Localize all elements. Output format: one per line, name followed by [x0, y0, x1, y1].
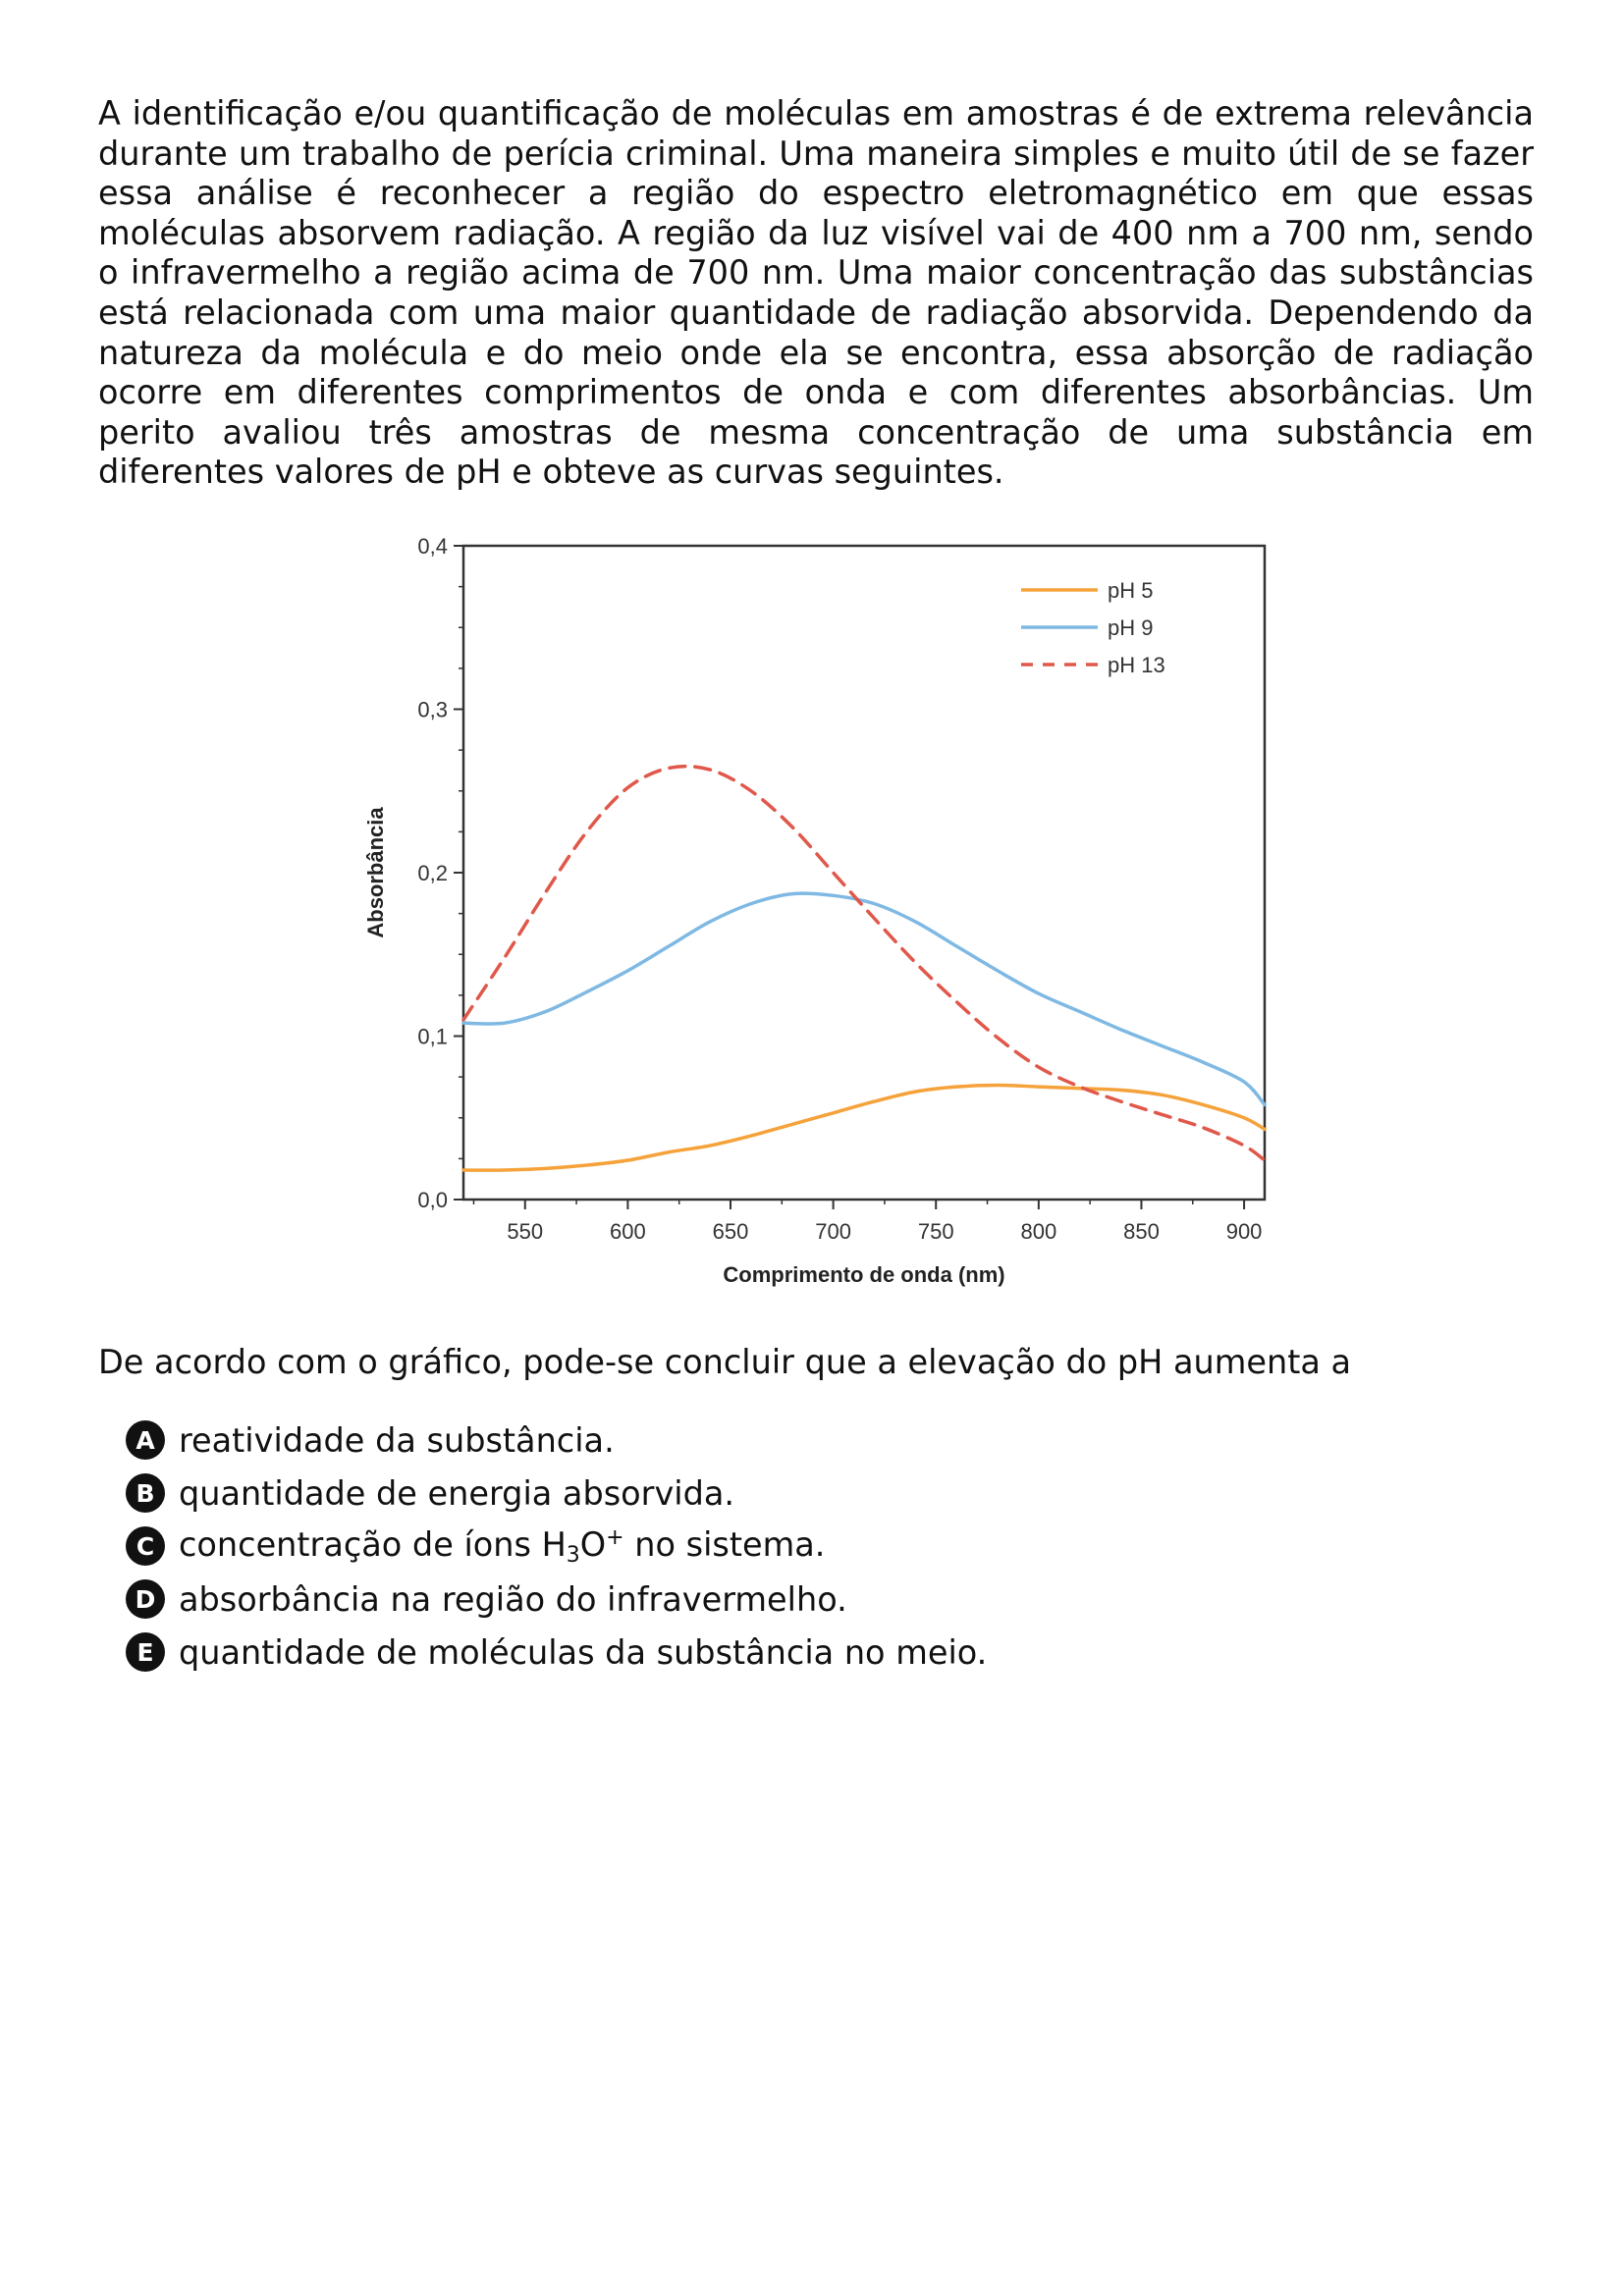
option-a-badge: A [126, 1420, 165, 1460]
option-a[interactable] [126, 1414, 987, 1467]
series-line-ph-9 [463, 893, 1265, 1104]
series-line-ph-5 [463, 1085, 1265, 1170]
question-stem: De acordo com o gráfico, pode-se concluir que a elevação do pH aumenta a [98, 1343, 1352, 1381]
option-e[interactable] [126, 1626, 987, 1679]
y-axis-title: Absorbância [363, 807, 388, 938]
y-tick-label: 0,3 [417, 697, 448, 722]
x-tick-label: 600 [610, 1219, 646, 1244]
option-d-badge: D [126, 1579, 165, 1619]
intro-text: A identificação e/ou quantificação de moléculas em amostras é de extrema relevância durante um trabalho de perícia criminal. Uma maneira simples e muito útil de se fazer essa análise é reconhecer a região do espectro eletromagnético em que essas moléculas absorvem radiação. A região da luz visível vai de 400 nm a 700 nm, sendo o infravermelho a região acima de 700 nm. Uma maior concentração das substâncias está relacionada com uma maior quantidade de radiação absorvida. Dependendo da natureza da molécula e do meio onde ela se encontra, essa absorção de radiação ocorre em diferentes comprimentos de onda e com diferentes absorbâncias. Um perito avaliou três amostras de mesma concentração de uma substância em diferentes valores de pH e obteve as curvas seguintes. [98, 94, 1534, 492]
option-d[interactable] [126, 1573, 987, 1626]
x-tick-label: 550 [507, 1219, 544, 1244]
option-d-text: absorbância na região do infravermelho. [179, 1579, 847, 1619]
absorbance-chart [353, 530, 1286, 1296]
x-tick-label: 850 [1123, 1219, 1160, 1244]
option-c-subscript: 3 [566, 1542, 580, 1568]
option-c-badge: C [126, 1526, 165, 1566]
y-tick-label: 0,0 [417, 1188, 448, 1212]
question-page [98, 94, 1534, 493]
legend-label: pH 13 [1108, 653, 1165, 677]
legend-label: pH 9 [1108, 615, 1154, 640]
y-tick-label: 0,2 [417, 861, 448, 885]
x-tick-label: 900 [1225, 1219, 1263, 1244]
x-tick-label: 800 [1020, 1219, 1057, 1244]
option-b-text: quantidade de energia absorvida. [179, 1473, 735, 1513]
option-e-badge: E [126, 1632, 165, 1672]
x-tick-label: 700 [815, 1219, 851, 1244]
answer-options [126, 1414, 987, 1679]
y-tick-label: 0,4 [417, 534, 448, 559]
option-c-text-mid: O [579, 1524, 607, 1564]
option-b-badge: B [126, 1473, 165, 1513]
option-a-text: reatividade da substância. [179, 1420, 615, 1460]
legend-label: pH 5 [1108, 578, 1154, 603]
option-c[interactable] [126, 1520, 987, 1573]
y-tick-label: 0,1 [417, 1024, 448, 1049]
x-tick-label: 650 [712, 1219, 749, 1244]
option-c-text [179, 1525, 825, 1568]
series-line-ph-13 [463, 767, 1265, 1160]
option-c-text-after: no sistema. [623, 1524, 826, 1564]
x-tick-label: 750 [917, 1219, 954, 1244]
x-axis-title: Comprimento de onda (nm) [723, 1262, 1005, 1287]
option-b[interactable] [126, 1467, 987, 1520]
plot-frame [463, 546, 1265, 1200]
option-c-superscript: + [606, 1524, 624, 1550]
chart-svg [353, 530, 1286, 1296]
option-e-text: quantidade de moléculas da substância no meio. [179, 1632, 988, 1672]
option-c-text-before: concentração de íons H [179, 1524, 567, 1564]
